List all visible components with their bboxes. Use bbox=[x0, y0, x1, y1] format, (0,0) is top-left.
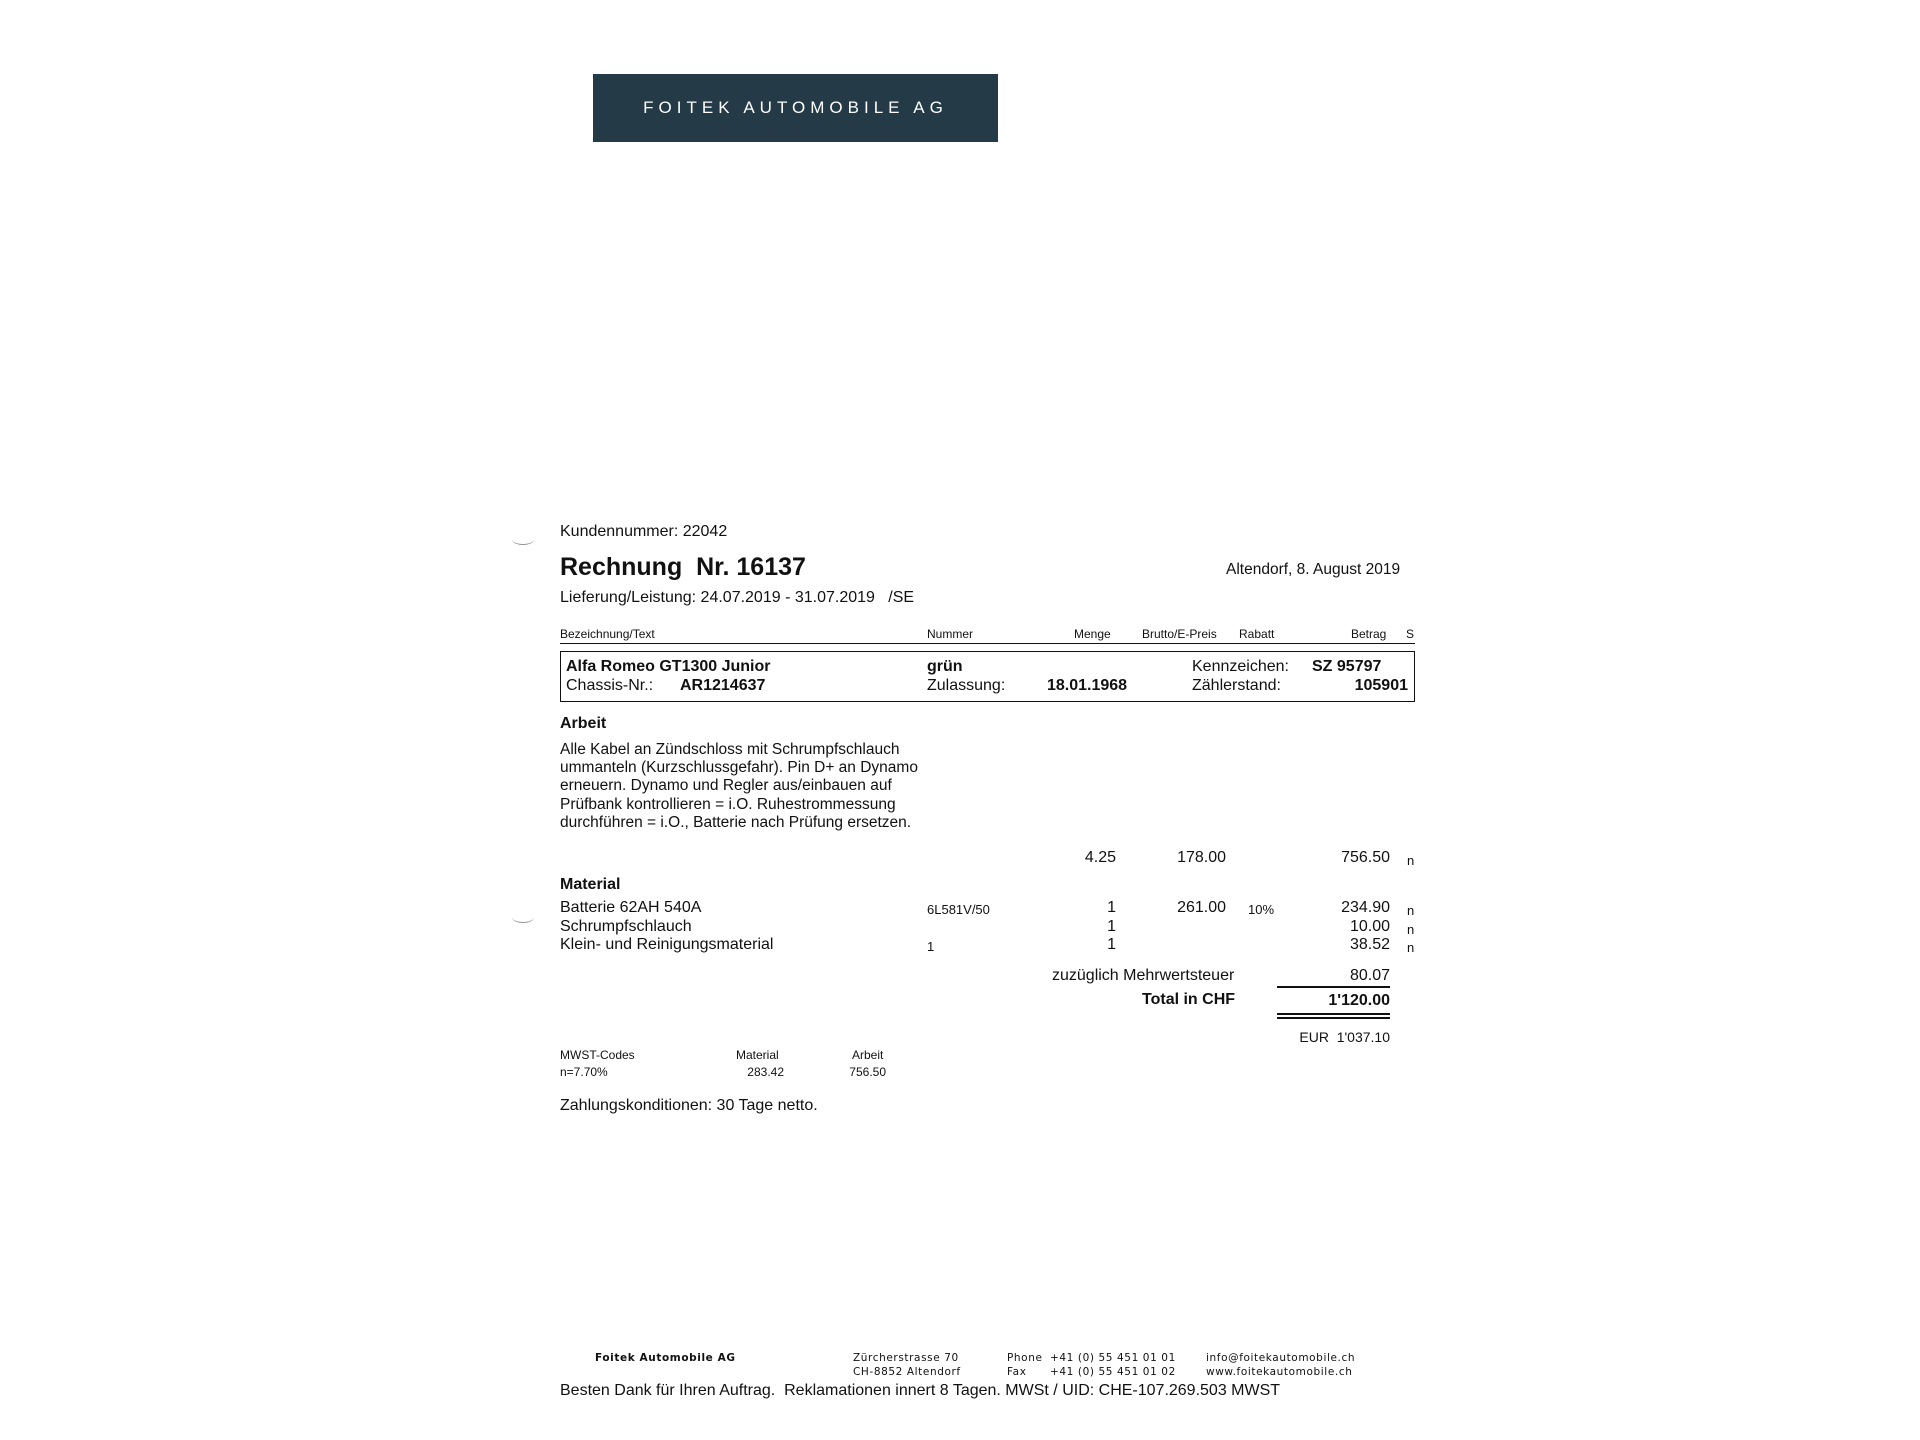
material-item-text: Klein- und Reinigungsmaterial bbox=[560, 936, 774, 953]
material-heading: Material bbox=[560, 876, 621, 893]
total-label: Total in CHF bbox=[1142, 991, 1236, 1008]
payment-terms: Zahlungskonditionen: 30 Tage netto. bbox=[560, 1097, 818, 1114]
vehicle-model: Alfa Romeo GT1300 Junior bbox=[566, 658, 771, 675]
header-amount: Betrag bbox=[1351, 627, 1387, 641]
punch-mark-top bbox=[512, 534, 534, 545]
labor-description: Alle Kabel an Zündschloss mit Schrumpfschlauch ummanteln (Kurzschlussgefahr). Pin D+ an Dynamo erneuern. Dynamo und Regler aus/einbauen auf Prüfbank kontrollieren = i.O. Ruhestrommessung durchführen = i.O., Batterie nach Prüfung ersetzen. bbox=[560, 741, 918, 831]
labor-price: 178.00 bbox=[1177, 849, 1226, 866]
labor-quantity: 4.25 bbox=[1084, 849, 1116, 866]
registration-value: 18.01.1968 bbox=[1047, 677, 1128, 694]
footer-email: info@foitekautomobile.ch bbox=[1206, 1352, 1356, 1364]
material-item-number: 6L581V/50 bbox=[927, 902, 990, 917]
footer-phone: +41 (0) 55 451 01 01 bbox=[1050, 1352, 1176, 1364]
header-rule bbox=[560, 643, 1415, 644]
material-item-text: Batterie 62AH 540A bbox=[560, 899, 702, 916]
header-number: Nummer bbox=[927, 627, 974, 641]
material-item-quantity: 1 bbox=[1107, 936, 1116, 953]
material-item-amount: 234.90 bbox=[1341, 899, 1390, 916]
vat-code-material: 283.42 bbox=[747, 1065, 784, 1079]
material-item-number: 1 bbox=[927, 939, 935, 954]
vat-rule bbox=[1277, 986, 1390, 988]
chassis-label: Chassis-Nr.: bbox=[566, 677, 654, 694]
plate-value: SZ 95797 bbox=[1312, 658, 1382, 675]
vat-label: zuzüglich Mehrwertsteuer bbox=[1052, 967, 1235, 984]
footer-web: www.foitekautomobile.ch bbox=[1206, 1366, 1353, 1378]
labor-heading: Arbeit bbox=[560, 715, 607, 732]
vat-amount: 80.07 bbox=[1349, 967, 1390, 984]
footer-city: CH-8852 Altendorf bbox=[853, 1366, 961, 1378]
place-date: Altendorf, 8. August 2019 bbox=[1226, 561, 1401, 578]
material-item-quantity: 1 bbox=[1107, 899, 1116, 916]
material-item-amount: 38.52 bbox=[1349, 936, 1390, 953]
footer-street: Zürcherstrasse 70 bbox=[853, 1352, 959, 1364]
chassis-value: AR1214637 bbox=[680, 677, 766, 694]
header-s: S bbox=[1406, 627, 1415, 641]
header-price: Brutto/E-Preis bbox=[1142, 627, 1217, 641]
odometer-value: 105901 bbox=[1354, 677, 1408, 694]
labor-amount: 756.50 bbox=[1341, 849, 1390, 866]
total-rule-2 bbox=[1277, 1017, 1390, 1019]
material-item-price: 261.00 bbox=[1177, 899, 1226, 916]
company-logo: FOITEK AUTOMOBILE AG bbox=[593, 74, 998, 142]
total-amount: 1'120.00 bbox=[1328, 992, 1390, 1009]
vat-codes-material-header: Material bbox=[736, 1048, 779, 1062]
material-item-quantity: 1 bbox=[1107, 918, 1116, 935]
header-discount: Rabatt bbox=[1239, 627, 1275, 641]
invoice-title: Rechnung Nr. 16137 bbox=[560, 553, 806, 581]
footer-thanks: Besten Dank für Ihren Auftrag. Reklamationen innert 8 Tagen. MWSt / UID: CHE-107.269.503 MWST bbox=[560, 1382, 1281, 1399]
registration-label: Zulassung: bbox=[927, 677, 1006, 694]
footer-phone-label: Phone bbox=[1007, 1352, 1043, 1364]
material-item-code: n bbox=[1407, 922, 1415, 937]
vat-codes-header: MWST-Codes bbox=[560, 1048, 635, 1062]
eur-amount: EUR 1'037.10 bbox=[1299, 1029, 1390, 1045]
header-description: Bezeichnung/Text bbox=[560, 627, 655, 641]
total-rule-1 bbox=[1277, 1013, 1390, 1015]
vehicle-color: grün bbox=[927, 658, 963, 675]
material-item-code: n bbox=[1407, 940, 1415, 955]
footer-company: Foitek Automobile AG bbox=[595, 1352, 736, 1364]
vat-code-rate: n=7.70% bbox=[560, 1065, 608, 1079]
vat-codes-labor-header: Arbeit bbox=[852, 1048, 884, 1062]
delivery-period: Lieferung/Leistung: 24.07.2019 - 31.07.2019 /SE bbox=[560, 589, 915, 606]
odometer-label: Zählerstand: bbox=[1192, 677, 1281, 694]
material-item-text: Schrumpfschlauch bbox=[560, 918, 692, 935]
plate-label: Kennzeichen: bbox=[1192, 658, 1289, 675]
labor-code: n bbox=[1407, 853, 1415, 868]
header-quantity: Menge bbox=[1074, 627, 1111, 641]
vat-code-labor: 756.50 bbox=[849, 1065, 886, 1079]
material-item-amount: 10.00 bbox=[1349, 918, 1390, 935]
material-item-discount: 10% bbox=[1248, 902, 1275, 917]
punch-mark-bottom bbox=[512, 912, 534, 923]
material-item-code: n bbox=[1407, 903, 1415, 918]
customer-number: Kundennummer: 22042 bbox=[560, 523, 728, 540]
footer-fax: +41 (0) 55 451 01 02 bbox=[1050, 1366, 1176, 1378]
footer-fax-label: Fax bbox=[1007, 1366, 1027, 1378]
